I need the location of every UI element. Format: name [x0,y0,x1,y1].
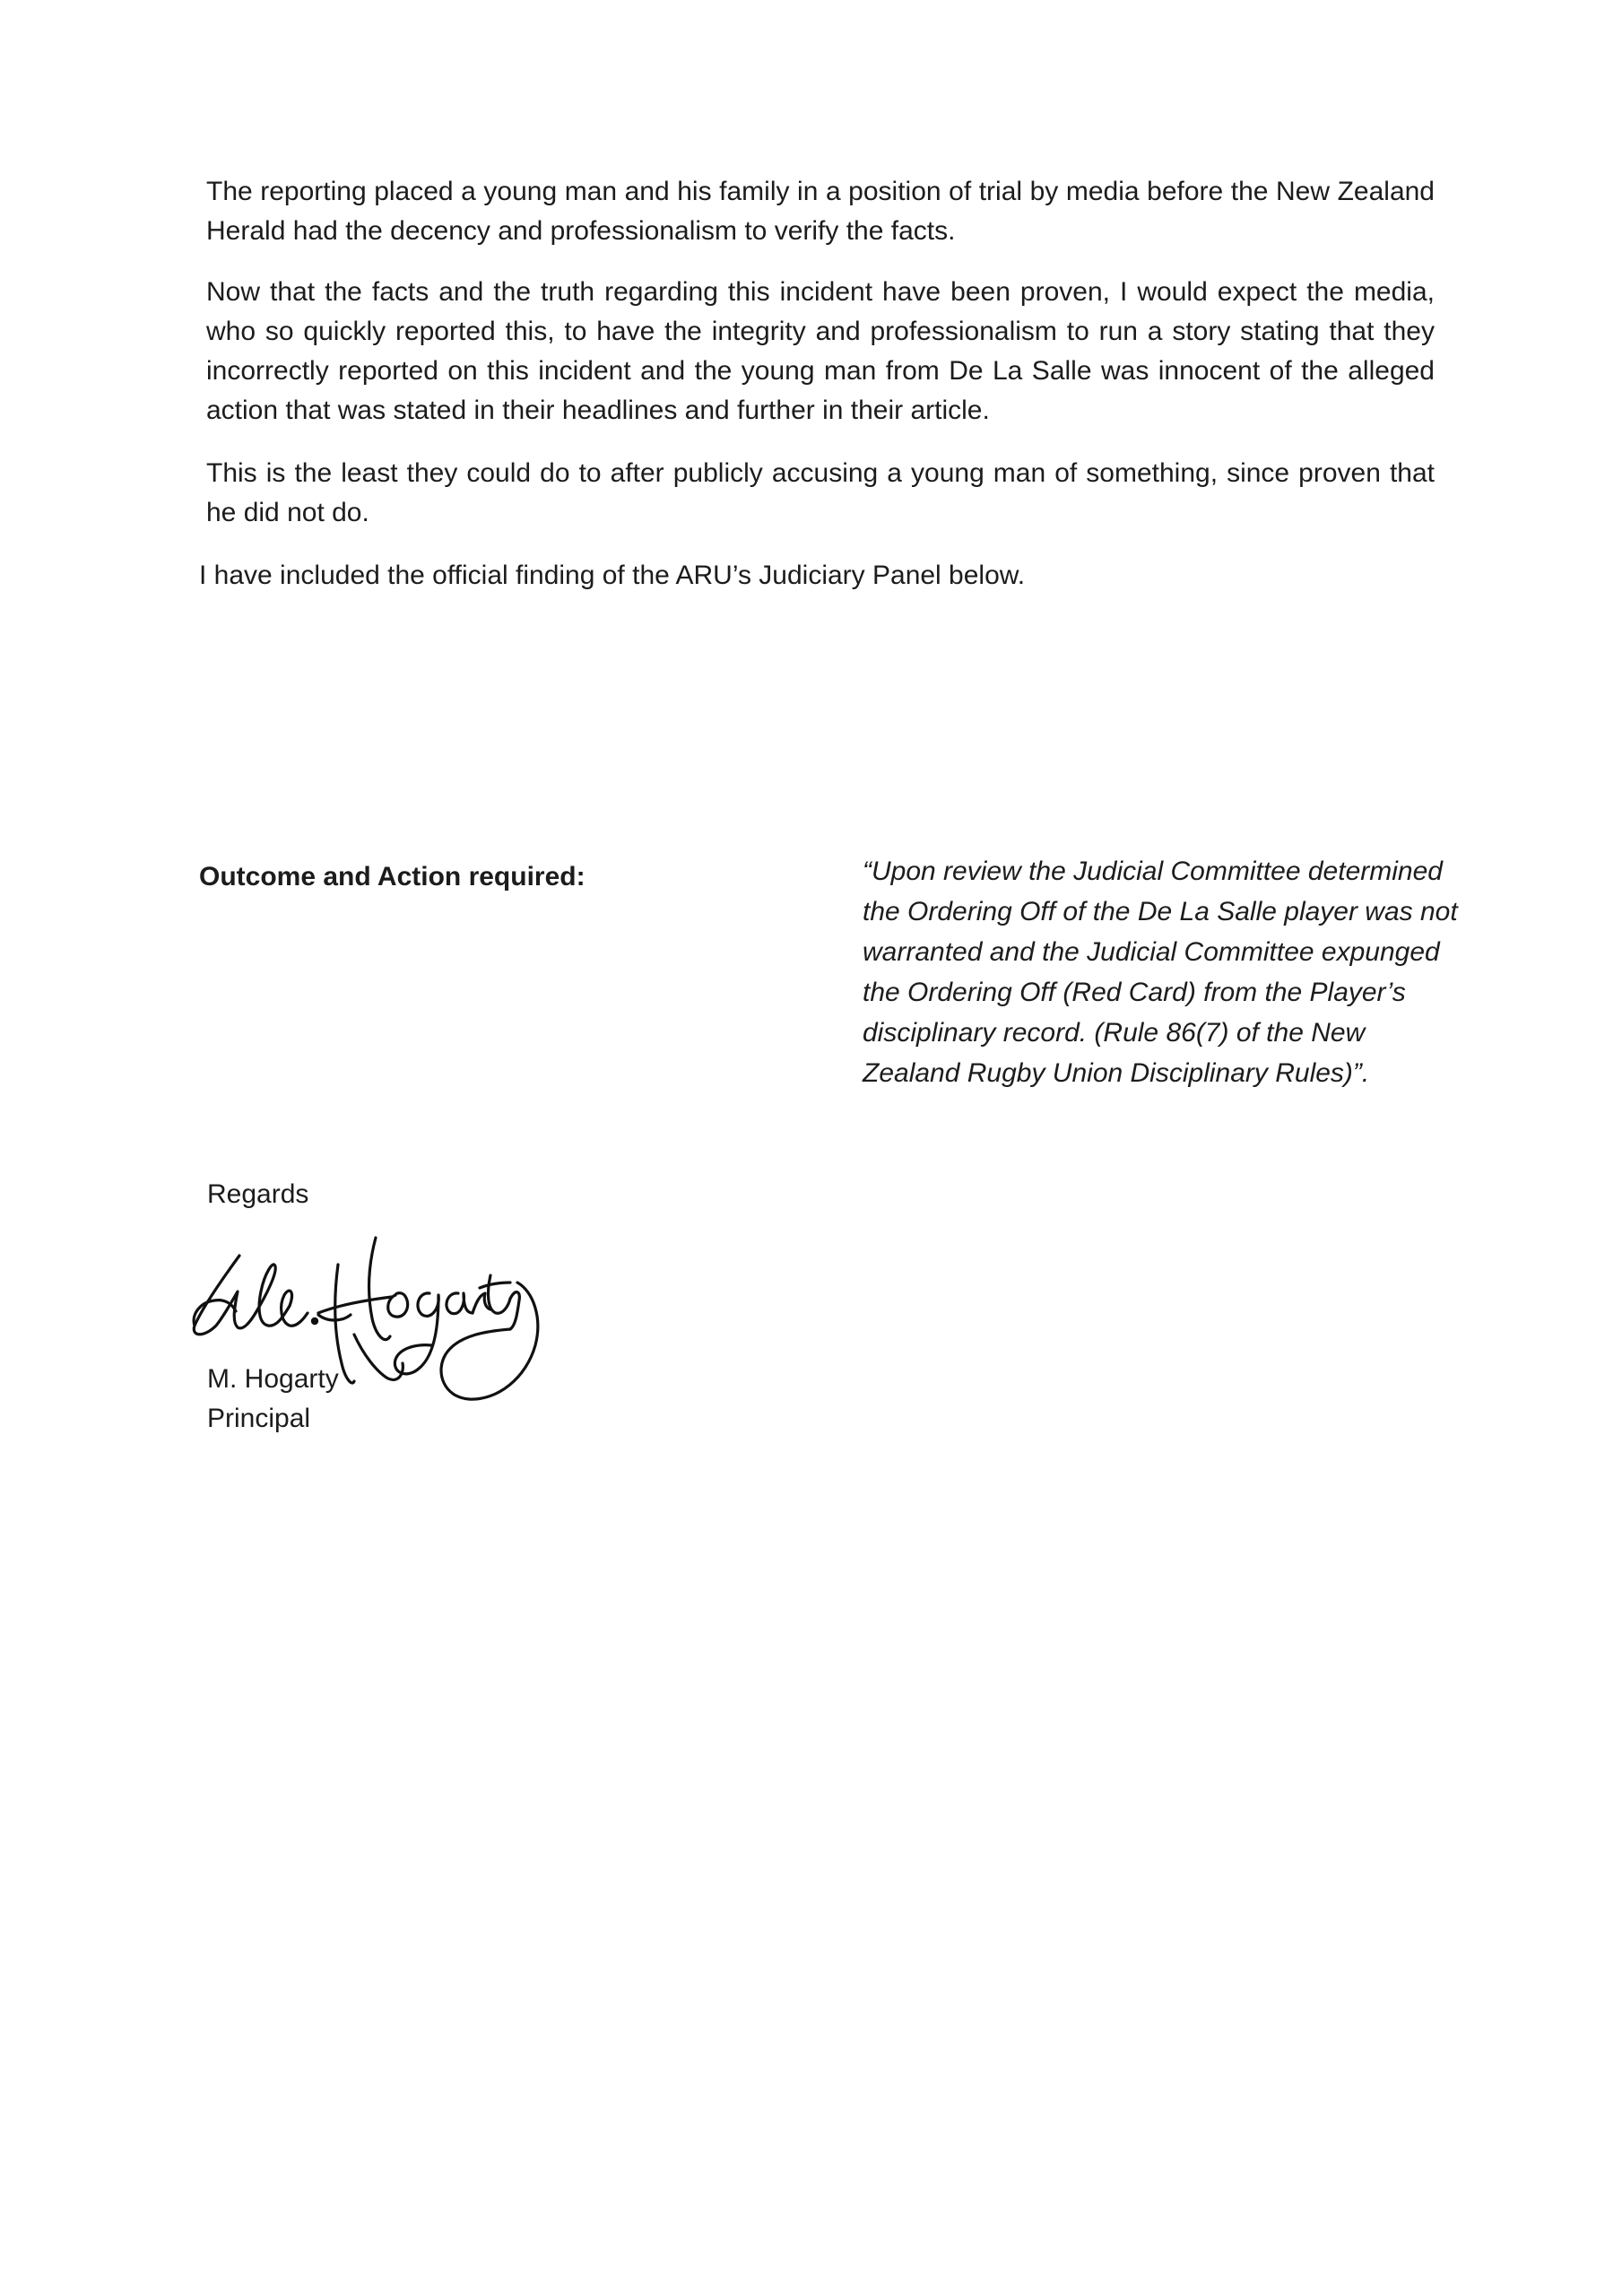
outcome-line: the Ordering Off of the De La Salle player was not [863,897,1458,926]
outcome-label: Outcome and Action required: [199,862,585,891]
outcome-line: disciplinary record. (Rule 86(7) of the New [863,1018,1366,1048]
outcome-finding-quote [863,851,1508,1093]
outcome-line: warranted and the Judicial Committee expunged [863,937,1440,967]
paragraph-trial-by-media: The reporting placed a young man and his family in a position of trial by media before the New Zealand Herald had the decency and professionalism to verify the facts. [206,177,1435,246]
paragraph-expect-correction: Now that the facts and the truth regarding this incident have been proven, I would expect the media, who so quickly reported this, to have the integrity and professionalism to run a story stating that they incorrectly reported on this incident and the young man from De La Salle was innocent of the alleged action that was stated in their headlines and further in their article. [206,277,1435,425]
closing-regards: Regards [207,1179,309,1209]
signatory-name: M. Hogarty [207,1364,339,1394]
paragraph-least-they-could-do: This is the least they could do to after publicly accusing a young man of something, since proven that he did not do. [206,458,1435,527]
paragraph-included-finding: I have included the official finding of the ARU’s Judiciary Panel below. [199,561,1026,590]
outcome-line: “Upon review the Judicial Committee determined [863,857,1443,886]
outcome-line: Zealand Rugby Union Disciplinary Rules)”. [863,1058,1370,1088]
handwritten-signature [184,1229,542,1417]
signatory-title: Principal [207,1404,311,1433]
outcome-line: the Ordering Off (Red Card) from the Player’s [863,978,1406,1007]
